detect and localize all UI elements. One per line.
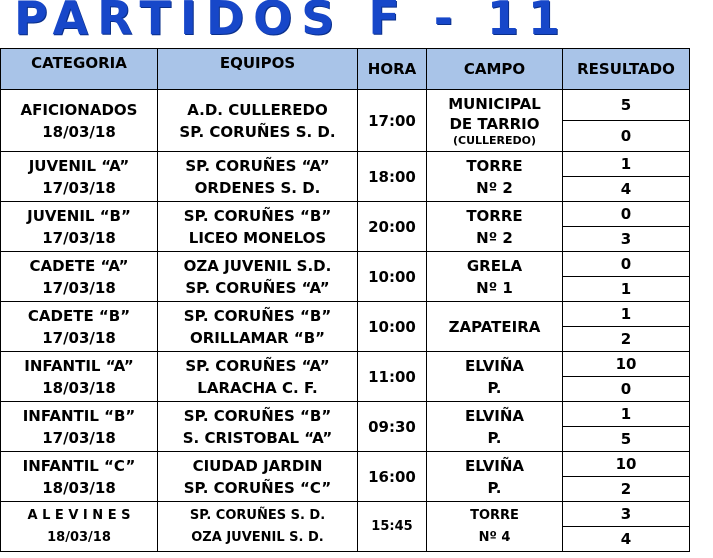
resultado-local: 5 xyxy=(563,90,690,121)
hora-cell: 18:00 xyxy=(358,152,427,202)
equipo-local: SP. CORUÑES “A” xyxy=(185,156,330,175)
hora-cell: 10:00 xyxy=(358,302,427,352)
table-row xyxy=(1,202,690,227)
categoria-cell xyxy=(1,202,158,252)
categoria-label: INFANTIL “C” xyxy=(22,456,136,475)
table-row xyxy=(1,252,690,277)
equipos-cell xyxy=(158,152,358,202)
categoria-cell xyxy=(1,302,158,352)
resultado-local: 1 xyxy=(563,302,690,327)
campo-nombre: ELVIÑA xyxy=(464,456,525,475)
categoria-cell xyxy=(1,402,158,452)
equipo-visitante: ORDENES S. D. xyxy=(194,178,321,197)
fecha-label: 17/03/18 xyxy=(42,228,116,247)
categoria-cell xyxy=(1,252,158,302)
hora-cell: 20:00 xyxy=(358,202,427,252)
campo-detalle: P. xyxy=(487,428,502,447)
campo-detalle: Nº 2 xyxy=(476,228,513,247)
campo-cell xyxy=(427,452,563,502)
resultado-visitante: 2 xyxy=(563,327,690,352)
hora-cell: 10:00 xyxy=(358,252,427,302)
categoria-label: JUVENIL “A” xyxy=(28,156,130,175)
table-row xyxy=(1,152,690,177)
hora-cell: 16:00 xyxy=(358,452,427,502)
categoria-cell xyxy=(1,352,158,402)
fecha-label: 17/03/18 xyxy=(42,428,116,447)
categoria-label: CADETE “A” xyxy=(29,256,129,275)
fecha-label: 17/03/18 xyxy=(42,278,116,297)
resultado-visitante: 2 xyxy=(563,477,690,502)
header-resultado: RESULTADO xyxy=(563,49,690,90)
resultado-local: 1 xyxy=(563,152,690,177)
header-campo: CAMPO xyxy=(427,49,563,90)
header-row xyxy=(1,49,690,90)
matches-table xyxy=(0,48,690,552)
campo-detalle: Nº 2 xyxy=(476,178,513,197)
equipo-local: SP. CORUÑES “A” xyxy=(185,356,330,375)
resultado-local: 0 xyxy=(563,252,690,277)
header-categoria: CATEGORIA xyxy=(1,49,158,90)
campo-cell xyxy=(427,252,563,302)
equipo-local: SP. CORUÑES “B” xyxy=(183,306,332,325)
campo-nombre: ZAPATEIRA xyxy=(448,317,541,336)
campo-localidad: (CULLEREDO) xyxy=(452,133,537,147)
table-row xyxy=(1,502,690,527)
header-hora: HORA xyxy=(358,49,427,90)
resultado-visitante: 3 xyxy=(563,227,690,252)
campo-detalle: DE TARRIO xyxy=(449,114,540,133)
equipo-visitante: LARACHA C. F. xyxy=(197,378,318,397)
categoria-label: A L E V I N E S xyxy=(27,507,131,523)
categoria-label: INFANTIL “A” xyxy=(24,356,134,375)
table-row xyxy=(1,90,690,121)
categoria-cell xyxy=(1,452,158,502)
campo-cell xyxy=(427,302,563,352)
equipos-cell xyxy=(158,402,358,452)
resultado-visitante: 0 xyxy=(563,121,690,152)
resultado-local: 10 xyxy=(563,452,690,477)
categoria-label: JUVENIL “B” xyxy=(27,206,131,225)
categoria-label: CADETE “B” xyxy=(27,306,131,325)
hora-cell: 11:00 xyxy=(358,352,427,402)
equipos-cell xyxy=(158,302,358,352)
campo-nombre: MUNICIPAL xyxy=(448,94,541,113)
equipo-local: A.D. CULLEREDO xyxy=(187,100,328,119)
campo-detalle: Nº 4 xyxy=(478,529,511,545)
resultado-local: 3 xyxy=(563,502,690,527)
resultado-local: 0 xyxy=(563,202,690,227)
equipo-local: SP. CORUÑES “B” xyxy=(183,206,332,225)
categoria-cell xyxy=(1,90,158,152)
fecha-label: 18/03/18 xyxy=(42,478,116,497)
hora-cell: 17:00 xyxy=(358,90,427,152)
categoria-cell xyxy=(1,502,158,552)
equipo-visitante: S. CRISTOBAL “A” xyxy=(182,428,333,447)
categoria-label: INFANTIL “B” xyxy=(22,406,136,425)
campo-nombre: GRELA xyxy=(466,256,523,275)
table-row xyxy=(1,352,690,377)
equipo-local: OZA JUVENIL S.D. xyxy=(183,256,332,275)
equipos-cell xyxy=(158,90,358,152)
campo-nombre: TORRE xyxy=(466,206,523,225)
equipos-cell xyxy=(158,202,358,252)
fecha-label: 18/03/18 xyxy=(42,378,116,397)
table-row xyxy=(1,452,690,477)
resultado-local: 10 xyxy=(563,352,690,377)
equipo-visitante: ORILLAMAR “B” xyxy=(189,328,326,347)
equipo-local: SP. CORUÑES “B” xyxy=(183,406,332,425)
fecha-label: 18/03/18 xyxy=(47,529,111,545)
table-row xyxy=(1,302,690,327)
resultado-local: 1 xyxy=(563,402,690,427)
hora-cell: 09:30 xyxy=(358,402,427,452)
equipo-visitante: SP. CORUÑES “A” xyxy=(185,278,330,297)
campo-detalle: P. xyxy=(487,378,502,397)
table-row xyxy=(1,402,690,427)
categoria-cell xyxy=(1,152,158,202)
fecha-label: 17/03/18 xyxy=(42,328,116,347)
resultado-visitante: 4 xyxy=(563,177,690,202)
categoria-label: AFICIONADOS xyxy=(20,100,138,119)
campo-cell xyxy=(427,152,563,202)
equipo-visitante: SP. CORUÑES “C” xyxy=(183,478,332,497)
campo-detalle: P. xyxy=(487,478,502,497)
equipos-cell xyxy=(158,352,358,402)
campo-cell xyxy=(427,502,563,552)
resultado-visitante: 5 xyxy=(563,427,690,452)
campo-cell xyxy=(427,90,563,152)
campo-cell xyxy=(427,352,563,402)
fecha-label: 17/03/18 xyxy=(42,178,116,197)
campo-nombre: ELVIÑA xyxy=(464,406,525,425)
resultado-visitante: 4 xyxy=(563,527,690,552)
equipos-cell xyxy=(158,502,358,552)
equipo-visitante: SP. CORUÑES S. D. xyxy=(179,122,336,141)
campo-detalle: Nº 1 xyxy=(476,278,513,297)
campo-nombre: TORRE xyxy=(470,507,519,523)
equipo-visitante: LICEO MONELOS xyxy=(188,228,327,247)
resultado-visitante: 1 xyxy=(563,277,690,302)
page-title: PARTIDOS F - 11 xyxy=(14,0,569,45)
resultado-visitante: 0 xyxy=(563,377,690,402)
campo-nombre: ELVIÑA xyxy=(464,356,525,375)
fecha-label: 18/03/18 xyxy=(42,122,116,141)
equipos-cell xyxy=(158,252,358,302)
campo-cell xyxy=(427,402,563,452)
hora-cell: 15:45 xyxy=(358,502,427,552)
equipo-local: SP. CORUÑES S. D. xyxy=(189,507,326,523)
campo-cell xyxy=(427,202,563,252)
campo-nombre: TORRE xyxy=(466,156,523,175)
equipo-visitante: OZA JUVENIL S. D. xyxy=(191,529,324,545)
equipo-local: CIUDAD JARDIN xyxy=(192,456,323,475)
header-equipos: EQUIPOS xyxy=(158,49,358,90)
equipos-cell xyxy=(158,452,358,502)
